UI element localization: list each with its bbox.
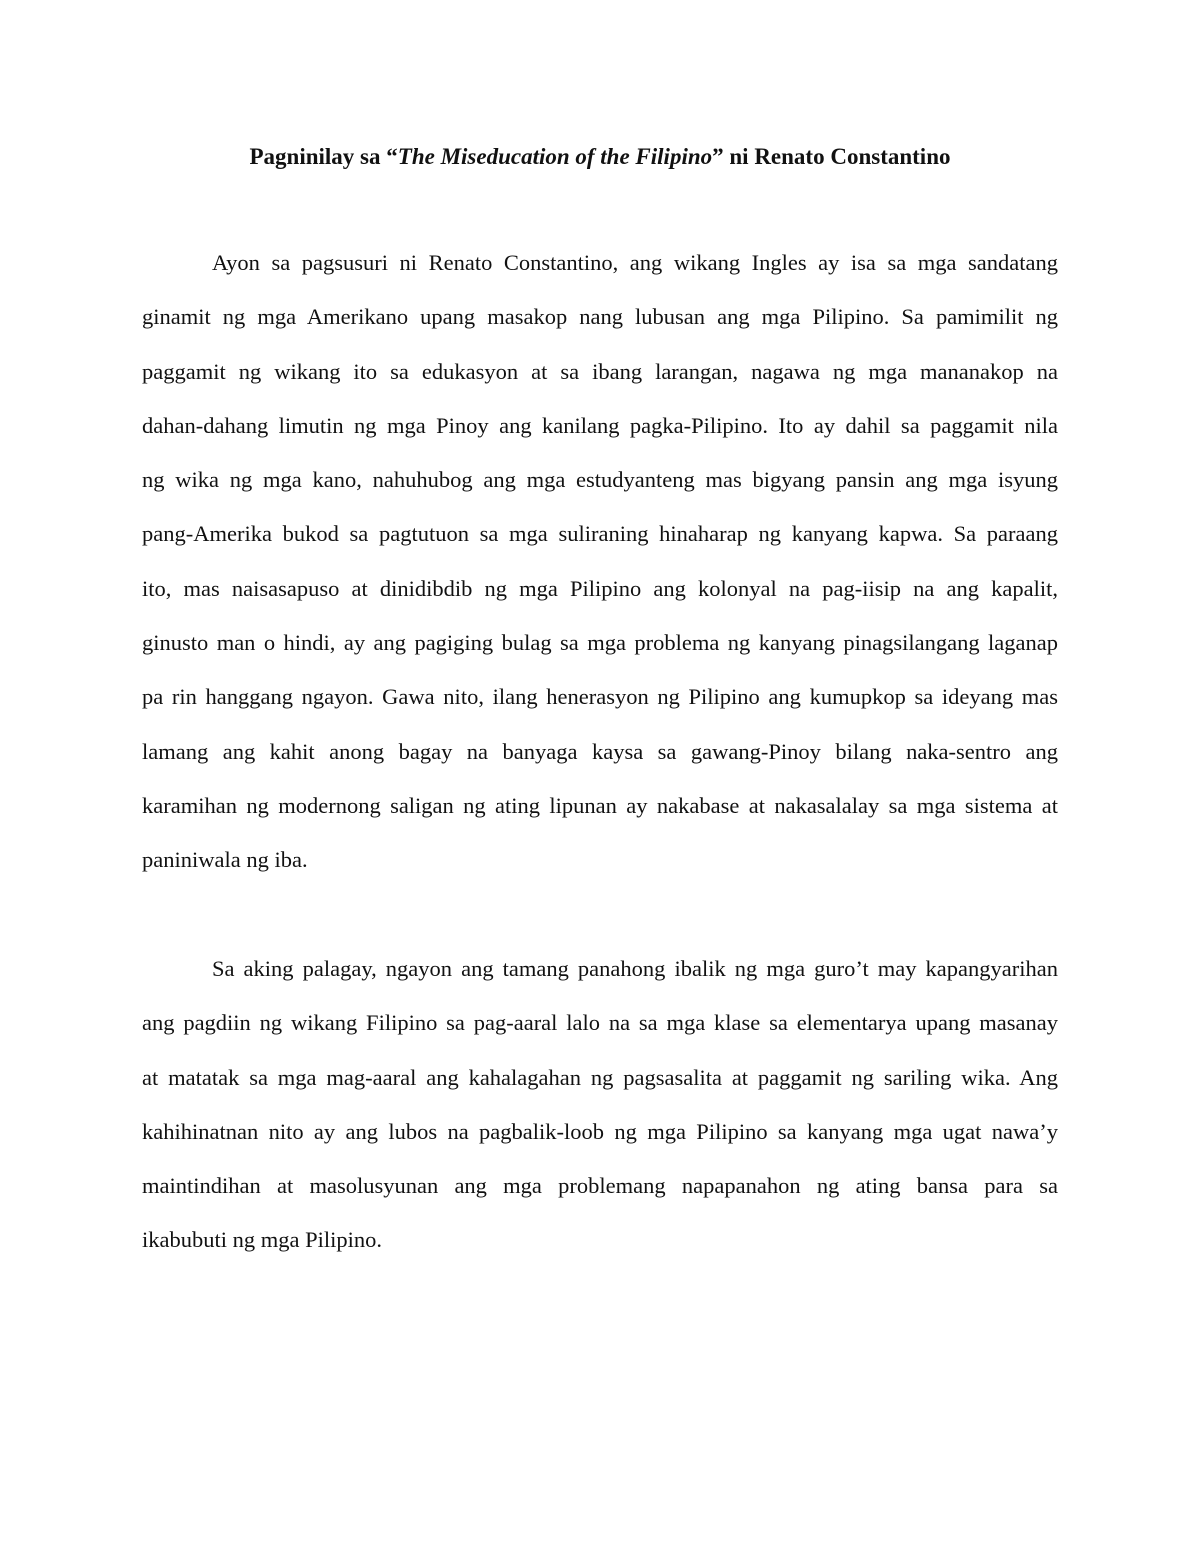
paragraph-line: Ayon sa pagsusuri ni Renato Constantino, ang wikang Ingles ay isa sa mga sandatang [212,250,1058,275]
paragraph-line: ikabubuti ng mga Pilipino. [142,1227,382,1253]
paragraph-line: ng wika ng mga kano, nahuhubog ang mga estudyanteng mas bigyang pansin ang mga isyung [142,467,1058,493]
paragraph-line: pa rin hanggang ngayon. Gawa nito, ilang henerasyon ng Pilipino ang kumupkop sa ideyang mas [142,684,1058,710]
paragraph-1 [142,236,1058,888]
paragraph-line: maintindihan at masolusyunan ang mga problemang napapanahon ng ating bansa para sa [142,1173,1058,1199]
paragraph-line: karamihan ng modernong saligan ng ating lipunan ay nakabase at nakasalalay sa mga sistema at [142,792,1058,818]
paragraph-line: pang-Amerika bukod sa pagtutuon sa mga suliraning hinaharap ng kanyang kapwa. Sa paraang [142,521,1058,547]
title-book-name: The Miseducation of the Filipino [397,144,713,169]
paragraph-line: ginamit ng mga Amerikano upang masakop nang lubusan ang mga Pilipino. Sa pamimilit ng [142,304,1058,330]
paragraph-line: dahan-dahang limutin ng mga Pinoy ang kanilang pagka-Pilipino. Ito ay dahil sa paggamit nila [142,412,1058,438]
paragraph-line: at matatak sa mga mag-aaral ang kahalagahan ng pagsasalita at paggamit ng sariling wika. Ang [142,1064,1058,1090]
title-prefix: Pagninilay sa “ [249,144,398,169]
paragraph-2 [142,942,1058,1268]
paragraph-line: lamang ang kahit anong bagay na banyaga kaysa sa gawang-Pinoy bilang naka-sentro ang [142,738,1058,764]
document-title [0,140,1200,174]
paragraph-line: ang pagdiin ng wikang Filipino sa pag-aaral lalo na sa mga klase sa elementarya upang masanay [142,1010,1058,1036]
paragraph-line: ginusto man o hindi, ay ang pagiging bulag sa mga problema ng kanyang pinagsilangang laganap [142,630,1058,656]
title-suffix: ” ni Renato Constantino [712,144,951,169]
paragraph-line: paggamit ng wikang ito sa edukasyon at sa ibang larangan, nagawa ng mga mananakop na [142,358,1058,384]
paragraph-line: Sa aking palagay, ngayon ang tamang panahong ibalik ng mga guro’t may kapangyarihan [212,956,1058,981]
paragraph-line: paniniwala ng iba. [142,847,308,873]
paragraph-line: kahihinatnan nito ay ang lubos na pagbalik-loob ng mga Pilipino sa kanyang mga ugat nawa’y [142,1118,1058,1144]
paragraph-line: ito, mas naisasapuso at dinidibdib ng mga Pilipino ang kolonyal na pag-iisip na ang kapalit, [142,575,1058,601]
